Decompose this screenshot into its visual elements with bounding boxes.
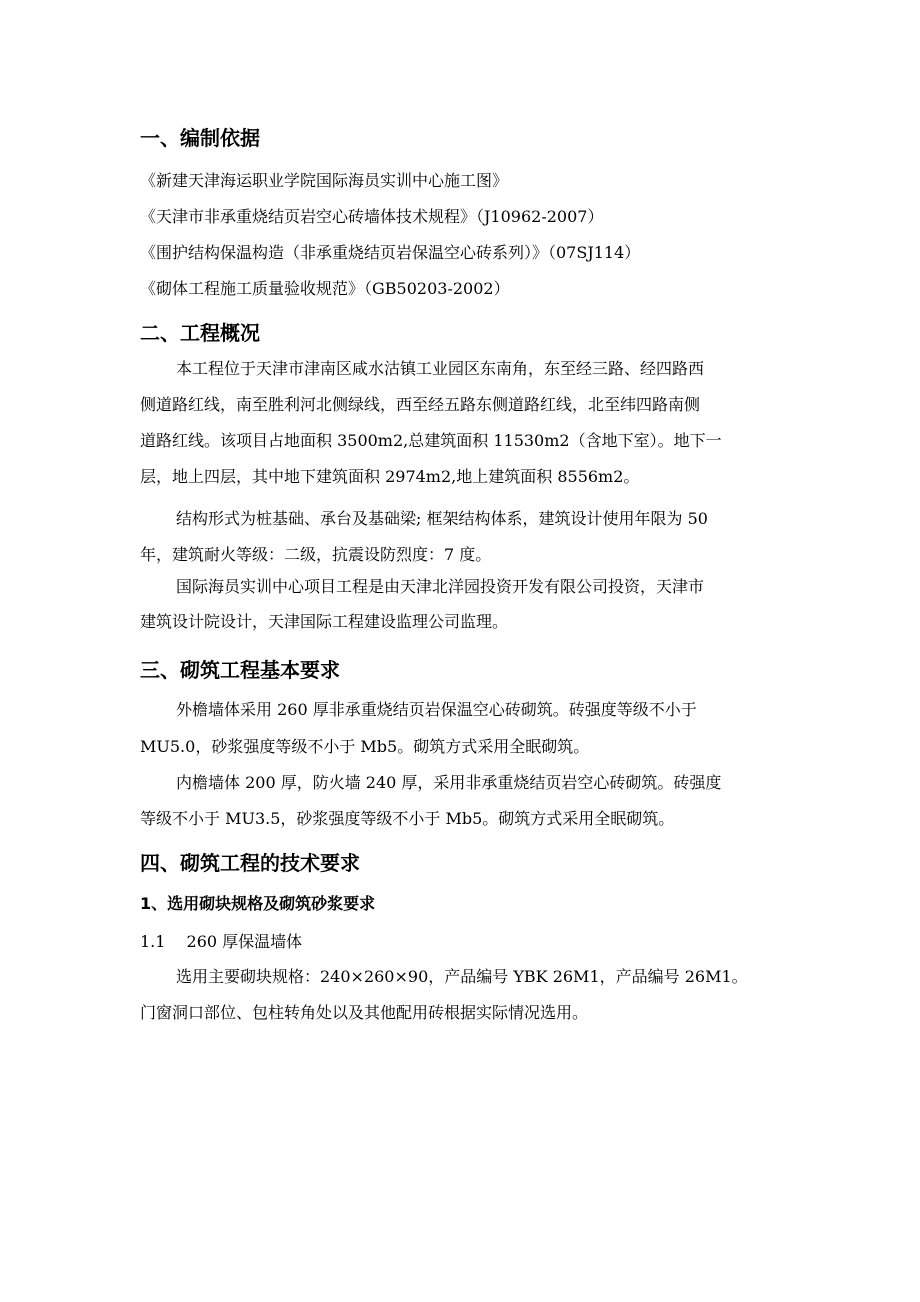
paragraph-line: 外檐墙体采用 260 厚非承重烧结页岩保温空心砖砌筑。砖强度等级不小于 (176, 700, 697, 719)
paragraph-line: 建筑设计院设计，天津国际工程建设监理公司监理。 (140, 612, 509, 631)
paragraph-line: MU5.0，砂浆强度等级不小于 Mb5。砌筑方式采用全眠砌筑。 (140, 737, 590, 756)
section-heading-4: 四、砌筑工程的技术要求 (140, 851, 360, 875)
paragraph-line: 侧道路红线，南至胜利河北侧绿线，西至经五路东侧道路红线，北至纬四路南侧 (140, 395, 701, 414)
paragraph-line: 层，地上四层，其中地下建筑面积 2974m2,地上建筑面积 8556m2。 (140, 467, 640, 486)
paragraph-line: 等级不小于 MU3.5，砂浆强度等级不小于 Mb5。砌筑方式采用全眠砌筑。 (140, 809, 675, 828)
paragraph-line: 门窗洞口部位、包柱转角处以及其他配用砖根据实际情况选用。 (140, 1003, 589, 1022)
subsection-heading: 1、选用砌块规格及砌筑砂浆要求 (140, 894, 376, 913)
paragraph-line: 年，建筑耐火等级：二级，抗震设防烈度：7 度。 (140, 545, 492, 564)
reference-line: 《砌体工程施工质量验收规范》（GB50203-2002） (140, 279, 510, 298)
paragraph-line: 选用主要砌块规格：240×260×90，产品编号 YBK 26M1，产品编号 26M1。 (176, 967, 748, 986)
paragraph-line: 国际海员实训中心项目工程是由天津北洋园投资开发有限公司投资，天津市 (176, 577, 705, 596)
item-heading: 1.1 260 厚保温墙体 (140, 932, 303, 951)
section-heading-3: 三、砌筑工程基本要求 (140, 658, 340, 682)
reference-line: 《天津市非承重烧结页岩空心砖墙体技术规程》（J10962-2007） (140, 207, 604, 226)
paragraph-line: 内檐墙体 200 厚，防火墙 240 厚，采用非承重烧结页岩空心砖砌筑。砖强度 (176, 773, 722, 792)
reference-line: 《围护结构保温构造（非承重烧结页岩保温空心砖系列）》（07SJ114） (140, 243, 641, 262)
paragraph-line: 本工程位于天津市津南区咸水沽镇工业园区东南角，东至经三路、经四路西 (176, 359, 705, 378)
paragraph-line: 道路红线。该项目占地面积 3500m2,总建筑面积 11530m2（含地下室）。地下一 (140, 431, 722, 450)
paragraph-line: 结构形式为桩基础、承台及基础梁; 框架结构体系，建筑设计使用年限为 50 (176, 509, 708, 528)
section-heading-1: 一、编制依据 (140, 126, 260, 150)
section-heading-2: 二、工程概况 (140, 321, 260, 345)
reference-line: 《新建天津海运职业学院国际海员实训中心施工图》 (140, 171, 509, 190)
